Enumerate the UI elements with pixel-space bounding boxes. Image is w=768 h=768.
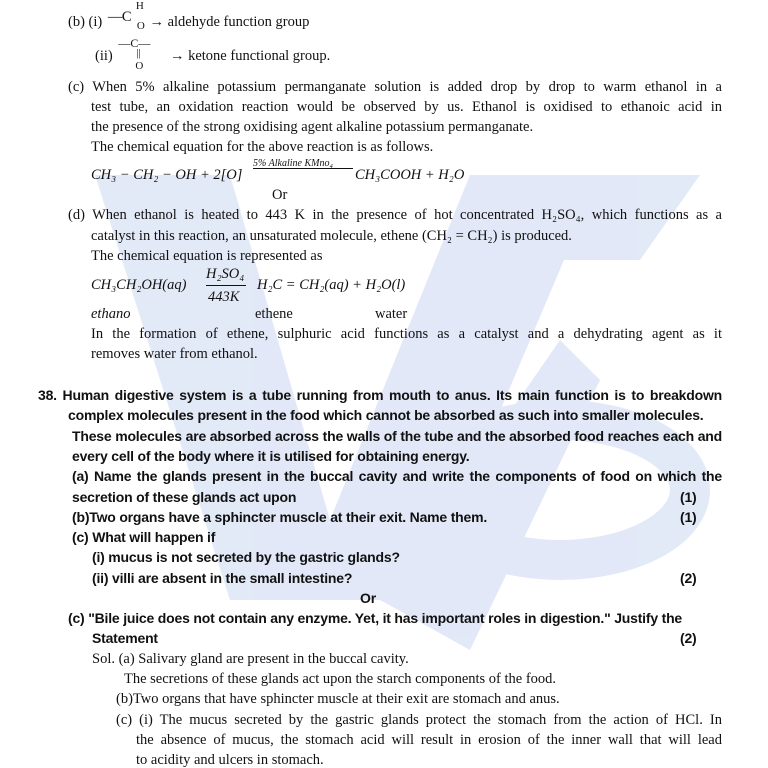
question-line: complex molecules present in the food which cannot be absorbed as such into smaller molecules. [68, 407, 704, 423]
solution-line: The secretions of these glands act upon the starch components of the food. [124, 671, 557, 687]
solution-line: (c) (i) The mucus secreted by the gastric glands protect the stomach from the action of HCl. In [116, 712, 722, 728]
marks: (1) [680, 509, 697, 525]
ketone-structure: —C— || O [116, 42, 166, 60]
question-line [72, 488, 702, 506]
question-text: (ii) villi are absent in the small intestine? [92, 570, 353, 586]
reaction-arrow [253, 168, 353, 169]
marks: (2) [680, 570, 697, 586]
paragraph-line: (d) When ethanol is heated to 443 K in the presence of hot concentrated H₂SO₄, which functions as a [68, 207, 722, 223]
or-separator: Or [360, 590, 376, 606]
equation-catalyst: H₂SO₄ [206, 266, 245, 282]
question-text: (b)Two organs have a sphincter muscle at their exit. Name them. [72, 509, 488, 525]
question-line: (i) mucus is not secreted by the gastric glands? [92, 549, 400, 565]
atom-h: H [135, 0, 144, 12]
marks: (1) [680, 489, 697, 505]
paragraph-line: removes water from ethanol. [91, 346, 258, 362]
question-line [72, 508, 702, 526]
question-line [92, 569, 702, 587]
equation-condition: 5% Alkaline KMno₄ [253, 158, 333, 169]
paragraph-line: In the formation of ethene, sulphuric acid functions as a catalyst and a dehydrating agent as it [91, 326, 722, 342]
equation-left: CH₃ − CH₂ − OH + 2[O] [91, 167, 243, 183]
atom-c: C [121, 9, 132, 25]
compound-name: ethene [255, 306, 293, 322]
paragraph-line: The chemical equation is represented as [91, 248, 323, 264]
compound-name: ethano [91, 306, 131, 322]
aldehyde-line [68, 0, 310, 32]
question-line: every cell of the body where it is utilised for obtaining energy. [72, 448, 470, 464]
question-text: Statement [92, 630, 158, 646]
equation-temperature: 443K [208, 289, 240, 305]
question-line: 38. Human digestive system is a tube running from mouth to anus. Its main function is to breakdown [38, 387, 722, 403]
label: (ii) [95, 48, 113, 64]
reaction-arrow [206, 285, 246, 286]
label: (b) (i) [68, 14, 103, 30]
compound-name: water [375, 306, 408, 322]
marks: (2) [680, 630, 697, 646]
paragraph-line: the presence of the strong oxidising agent alkaline potassium permanganate. [91, 119, 534, 135]
question-line [92, 629, 702, 647]
ketone-line [95, 36, 331, 72]
equation-left: CH₃CH₂OH(aq) [91, 277, 187, 293]
solution-line: (b)Two organs that have sphincter muscle at their exit are stomach and anus. [116, 691, 560, 707]
paragraph-line: The chemical equation for the above reaction is as follows. [91, 139, 434, 155]
question-line: (a) Name the glands present in the buccal cavity and write the components of food on which the [72, 468, 722, 484]
question-line: (c) "Bile juice does not contain any enzyme. Yet, it has important roles in digestion." Justify the [68, 610, 683, 626]
atom-c: C [130, 36, 139, 50]
question-line: (c) What will happen if [72, 529, 216, 545]
question-line: These molecules are absorbed across the walls of the tube and the absorbed food reaches each and [72, 428, 722, 444]
solution-line: the absence of mucus, the stomach acid will result in erosion of the inner wall that will lead [136, 732, 722, 748]
question-text: secretion of these glands act upon [72, 489, 297, 505]
paragraph-line: (c) When 5% alkaline potassium permanganate solution is added drop by drop to warm ethanol in a [68, 79, 722, 95]
solution-line: Sol. (a) Salivary gland are present in the buccal cavity. [92, 651, 409, 667]
or-separator: Or [272, 187, 288, 203]
aldehyde-structure: — C H O [106, 8, 146, 26]
ketone-text: → ketone functional group. [169, 48, 331, 64]
paragraph-line: catalyst in this reaction, an unsaturated molecule, ethene (CH₂ = CH₂) is produced. [91, 228, 572, 244]
atom-o: O [135, 60, 144, 72]
aldehyde-text: → aldehyde function group [149, 14, 310, 30]
atom-o: O [136, 20, 145, 32]
equation-right: H₂C = CH₂(aq) + H₂O(l) [257, 277, 406, 293]
equation-right: CH₃COOH + H₂O [355, 167, 465, 183]
paragraph-line: test tube, an oxidation reaction would be observed by us. Ethanol is oxidised to ethanoic acid in [91, 99, 722, 115]
solution-line: to acidity and ulcers in stomach. [136, 752, 324, 768]
